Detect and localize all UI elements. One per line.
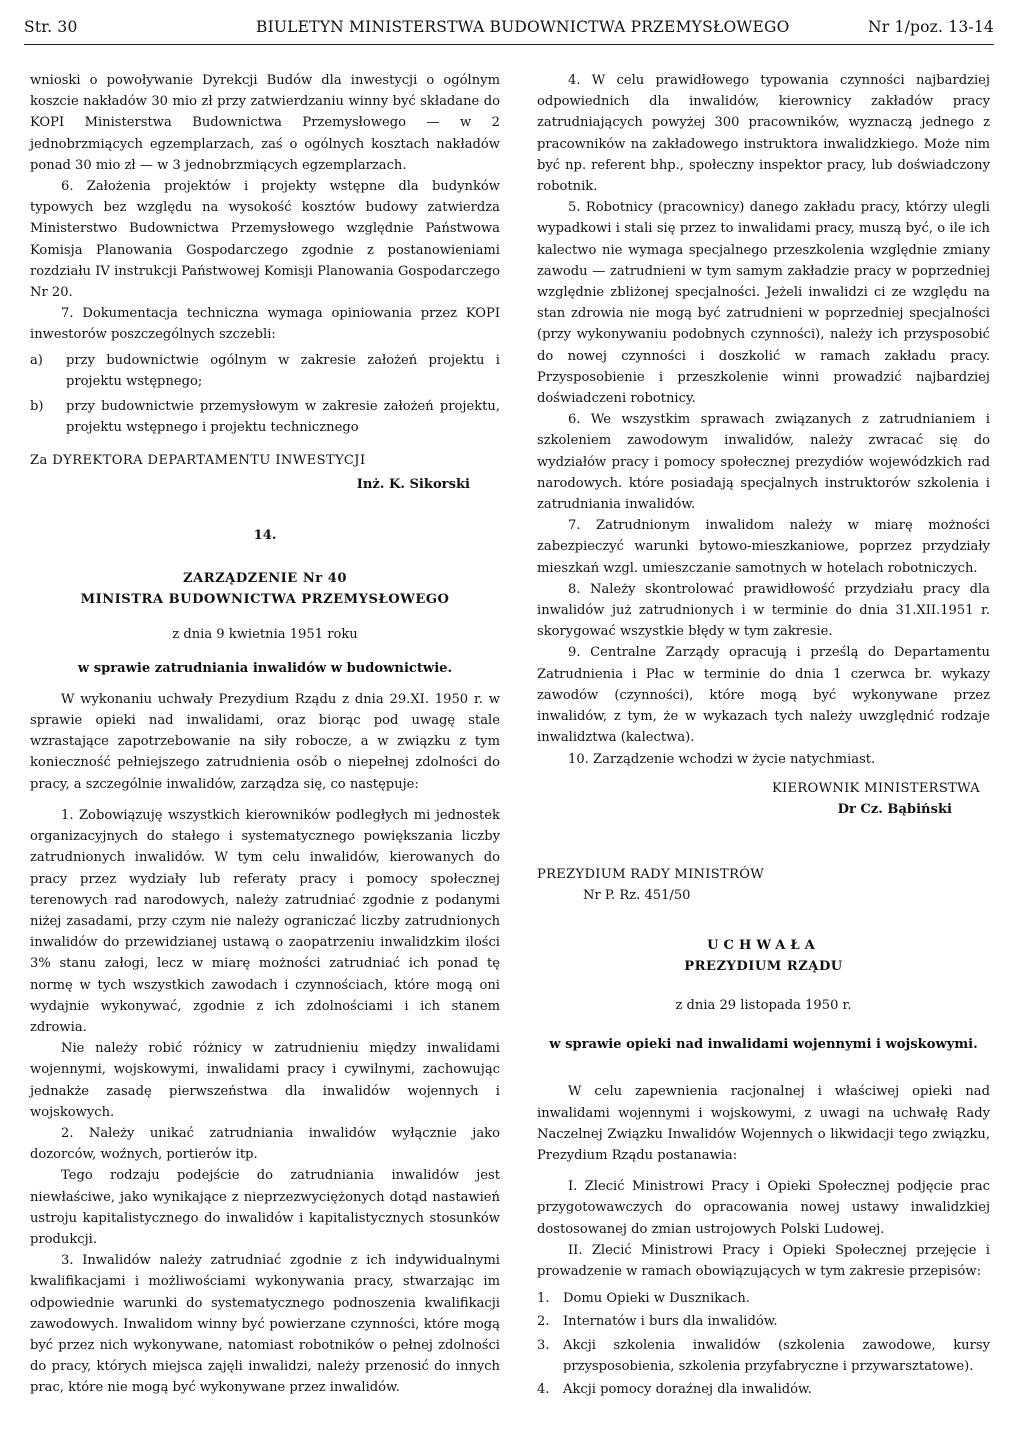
signature-name: Inż. K. Sikorski	[356, 476, 470, 492]
order-date: z dnia 9 kwietnia 1951 roku	[172, 627, 358, 643]
paragraph: wnioski o powoływanie Dyrekcji Budów dla inwestycji o ogólnym koszcie nakładów 30 mio zł przy zatwierdzaniu winny być składane do KOPI Ministerstwa Budownictwa Przemysłowego — w 2 jednobrzmiących egzemplarzach, zaś o ogólnych kosztach nakładów ponad 30 mio zł — w 3 jednobrzmiących egzemplarzach.	[30, 73, 500, 173]
resolution-subject: w sprawie opieki nad inwalidami wojennymi i wojskowymi.	[549, 1037, 978, 1053]
paragraph: 10. Zarządzenie wchodzi w życie natychmiast.	[568, 751, 876, 767]
order-issuer: MINISTRA BUDOWNICTWA PRZEMYSŁOWEGO	[80, 592, 450, 608]
list-item	[537, 1335, 990, 1377]
reference-number: Nr P. Rz. 451/50	[583, 888, 691, 904]
list-item	[537, 1311, 990, 1332]
paragraph: 1. Zobowiązuję wszystkich kierowników podległych mi jednostek organizacyjnych do stałego i systematycznego powiększania liczby zatrudnionych inwalidów. W tym celu inwalidów, kierowanych do pracy przez wydziały lub referaty pracy i pomocy społecznej terenowych rad narodowych, należy zatrudniać zgodnie z podanymi niżej zasadami, przy czym nie należy ograniczać liczby zatrudnionych inwalidów do przewidzianej ustawą o zaopatrzeniu inwalidzkim ilości 3% stanu załogi, lecz w miarę możności zatrudniać ich ponad tę normę w tych wszystkich zawodach i czynnościach, które mogą oni wydajnie wykonywać, zgodnie z ich zdolnościami i ich stanem zdrowia.	[30, 807, 500, 1035]
list-item-number: 1.	[537, 1291, 550, 1307]
sub-item-text: przy budownictwie ogólnym w zakresie założeń projektu i projektu wstępnego;	[66, 352, 500, 389]
list-item-number: 3.	[537, 1337, 550, 1353]
resolution-date: z dnia 29 listopada 1950 r.	[675, 997, 852, 1013]
list-item-text: Domu Opieki w Dusznikach.	[563, 1291, 750, 1307]
paragraph: 7. Dokumentacja techniczna wymaga opiniowania przez KOPI inwestorów poszczególnych szczebli:	[30, 306, 500, 343]
list-item-text: Akcji szkolenia inwalidów (szkolenia zawodowe, kursy przysposobienia, szkolenia przyfabryczne i przywarsztatowe).	[563, 1337, 990, 1374]
paragraph: 6. Założenia projektów i projekty wstępne dla budynków typowych bez względu na wysokość kosztów budowy zatwierdza Ministerstwo Budownictwa Przemysłowego względnie Państwowa Komisja Planowania Gospodarczego zgodnie z postanowieniami rozdziału IV instrukcji Państwowej Komisji Planowania Gospodarczego Nr 20.	[30, 179, 500, 301]
signature-title: Za DYREKTORA DEPARTAMENTU INWESTYCJI	[30, 453, 366, 469]
resolution-issuer: PREZYDIUM RZĄDU	[684, 958, 843, 974]
list-item-text: Internatów i burs dla inwalidów.	[563, 1314, 778, 1330]
paragraph: II. Zlecić Ministrowi Pracy i Opieki Społecznej przejęcie i prowadzenie w ramach obowiązujących w tym zakresie przepisów:	[537, 1242, 990, 1279]
paragraph: 3. Inwalidów należy zatrudniać zgodnie z ich indywidualnymi kwalifikacjami i możliwościami wykonywania pracy, stwarzając im odpowiednie warunki do systematycznego podnoszenia kwalifikacji zawodowych. Inwalidom winny być powierzane czynności, które mogą być przez nich wykonywane, natomiast robotników o pełnej zdolności do pracy, których miejsca zajęli inwalidzi, należy przenosić do innych prac, które nie mogą być wykonywane przez inwalidów.	[30, 1253, 500, 1396]
signature-title: KIEROWNIK MINISTERSTWA	[771, 780, 980, 796]
sub-item-a	[30, 350, 500, 392]
page-header	[24, 10, 994, 44]
page-number: Str. 30	[24, 18, 78, 36]
resolution-intro: W celu zapewnienia racjonalnej i właściwej opieki nad inwalidami wojennymi i wojskowymi, z uwagi na uchwałę Rady Naczelnej Związku Inwalidów Wojennych o likwidacji tego związku, Prezydium Rządu postanawia:	[537, 1084, 990, 1163]
issue-number: Nr 1/poz. 13-14	[868, 18, 994, 36]
paragraph: 2. Należy unikać zatrudniania inwalidów wyłącznie jako dozorców, woźnych, portierów itp.	[30, 1125, 500, 1163]
paragraph: I. Zlecić Ministrowi Pracy i Opieki Społecznej podjęcie prac przygotowawczych do opracowania nowej ustawy inwalidzkiej dostosowanej do zmian ustrojowych Polski Ludowej.	[537, 1179, 990, 1237]
sub-item-text: przy budownictwie przemysłowym w zakresie założeń projektu, projektu wstępnego i projektu technicznego	[66, 399, 500, 436]
left-column	[30, 70, 500, 1399]
list-item-number: 4.	[537, 1381, 550, 1397]
sub-item-label: a)	[30, 352, 43, 368]
paragraph: 9. Centralne Zarządy opracują i prześlą do Departamentu Zatrudnienia i Płac w terminie do dnia 1 czerwca br. wykazy zawodów (czynności), które mogą być wykonywane przez inwalidów, z tym, że w wykazach tych należy uwzględnić rodzaje inwalidztwa (kalectwa).	[537, 645, 990, 746]
right-column	[537, 70, 990, 1402]
list-item	[537, 1288, 990, 1309]
bulletin-title: BIULETYN MINISTERSTWA BUDOWNICTWA PRZEMYSŁOWEGO	[256, 18, 790, 36]
order-subject: w sprawie zatrudniania inwalidów w budownictwie.	[77, 660, 453, 676]
sub-item-b	[30, 396, 500, 438]
paragraph: 7. Zatrudnionym inwalidom należy w miarę możności zabezpieczyć warunki bytowo-mieszkaniowe, poprzez przydziały mieszkań wzgl. umieszczanie samotnych w hotelach robotniczych.	[537, 518, 990, 576]
paragraph: Tego rodzaju podejście do zatrudniania inwalidów jest niewłaściwe, jako wynikające z nieprzezwyciężonych dotąd nastawień ustroju kapitalistycznego do inwalidów i kapitalistycznych stosunków produkcji.	[30, 1168, 500, 1247]
item-number: 14.	[253, 527, 277, 543]
header-rule	[24, 44, 994, 45]
list-item-text: Akcji pomocy doraźnej dla inwalidów.	[563, 1381, 812, 1397]
paragraph: 6. We wszystkim sprawach związanych z zatrudnianiem i szkoleniem zawodowym inwalidów, należy zwracać się do wydziałów pracy i pomocy społecznej prezydiów wojewódzkich rad narodowych. które posiadają specjalnych instruktorów szkolenia i zatrudniania inwalidów.	[537, 412, 990, 513]
paragraph: 8. Należy skontrolować prawidłowość przydziału pracy dla inwalidów już zatrudnionych i w terminie do dnia 31.XII.1951 r. skorygować wszystkie błędy w tym zakresie.	[537, 581, 990, 640]
issuer-heading: PREZYDIUM RADY MINISTRÓW	[537, 867, 765, 883]
order-title: ZARZĄDZENIE Nr 40	[183, 571, 347, 587]
signature-name: Dr Cz. Bąbiński	[837, 801, 952, 817]
sub-item-label: b)	[30, 399, 44, 415]
paragraph: 4. W celu prawidłowego typowania czynności najbardziej odpowiednich dla inwalidów, kierownicy zakładów pracy zatrudniających powyżej 300 pracowników, wyznaczą jednego z pracowników na zakładowego instruktora inwalidzkiego. Może nim być np. referent bhp., społeczny inspektor pracy, lub doświadczony robotnik.	[537, 73, 990, 195]
provision-list	[537, 1288, 990, 1400]
paragraph: Nie należy robić różnicy w zatrudnieniu między inwalidami wojennymi, wojskowymi, inwalidami pracy i cywilnymi, zachowując jednakże zasadę pierwszeństwa dla inwalidów wojennych i wojskowych.	[30, 1041, 500, 1120]
resolution-title: UCHWAŁA	[707, 937, 820, 953]
list-item	[537, 1379, 990, 1400]
paragraph: 5. Robotnicy (pracownicy) danego zakładu pracy, którzy ulegli wypadkowi i stali się przez to inwalidami pracy, muszą być, o ile ich kalectwo nie wymaga specjalnego przeszkolenia względnie zmiany zawodu — zatrudnieni w tym samym zakładzie pracy w poprzedniej względnie zbliżonej specjalności. Jeżeli inwalidzi ci ze względu na stan zdrowia nie mogą być zatrudnieni w poprzedniej specjalności (przy wykonywaniu podobnych czynności), należy ich przysposobić do nowej czynności i doszkolić w ramach zakładu pracy. Przysposobienie i przeszkolenie winni prowadzić najbardziej doświadczeni robotnicy.	[537, 200, 990, 407]
preamble: W wykonaniu uchwały Prezydium Rządu z dnia 29.XI. 1950 r. w sprawie opieki nad inwalidami, oraz biorąc pod uwagę stale wzrastające zapotrzebowanie na siły robocze, a w związku z tym konieczność pełniejszego zatrudnienia osób o niepełnej zdolności do pracy, a szczególnie inwalidów, zarządza się, co następuje:	[30, 691, 500, 792]
list-item-number: 2.	[537, 1314, 550, 1330]
